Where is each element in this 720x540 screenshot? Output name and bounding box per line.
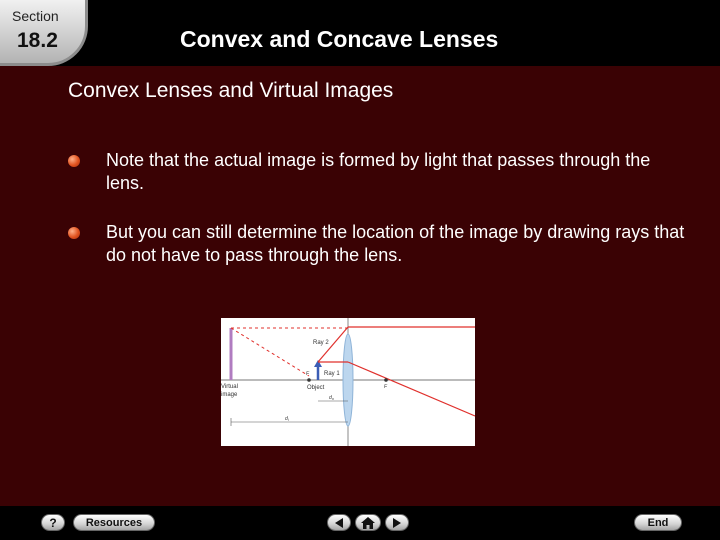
resources-button[interactable]: Resources bbox=[73, 514, 155, 531]
next-button[interactable] bbox=[385, 514, 409, 531]
section-number: 18.2 bbox=[17, 29, 58, 52]
label-ray2: Ray 2 bbox=[313, 340, 329, 346]
bullet-item bbox=[68, 221, 688, 267]
footer-nav bbox=[0, 506, 720, 540]
content-area bbox=[0, 66, 720, 506]
bullet-icon bbox=[68, 227, 80, 239]
right-arrow-icon bbox=[393, 518, 401, 528]
section-label: Section bbox=[12, 8, 59, 24]
label-ray1: Ray 1 bbox=[324, 371, 340, 377]
header-title: Convex and Concave Lenses bbox=[180, 26, 499, 52]
lens-ray-diagram bbox=[221, 318, 475, 446]
header bbox=[0, 0, 720, 66]
label-f-left: F bbox=[306, 371, 310, 377]
home-icon bbox=[361, 517, 375, 529]
bullet-text: Note that the actual image is formed by light that passes through the lens. bbox=[106, 150, 651, 193]
focal-point-left bbox=[307, 378, 311, 382]
bullet-icon bbox=[68, 155, 80, 167]
label-do: d bbox=[329, 395, 332, 401]
label-object: Object bbox=[307, 385, 325, 391]
left-arrow-icon bbox=[335, 518, 343, 528]
help-button[interactable]: ? bbox=[41, 514, 65, 531]
bullet-text: But you can still determine the location of the image by drawing rays that do not have to pass through the lens. bbox=[106, 222, 685, 265]
previous-button[interactable] bbox=[327, 514, 351, 531]
label-di: d bbox=[285, 416, 288, 422]
label-do-sub: o bbox=[332, 397, 334, 401]
focal-point-right bbox=[384, 378, 388, 382]
end-button[interactable]: End bbox=[634, 514, 682, 531]
home-button[interactable] bbox=[355, 514, 381, 531]
label-virtual: Virtual bbox=[221, 384, 238, 390]
bullet-item bbox=[68, 149, 688, 195]
convex-lens bbox=[343, 334, 353, 426]
label-di-sub: i bbox=[288, 418, 289, 422]
label-image: image bbox=[221, 392, 238, 398]
label-f-right: F bbox=[384, 384, 388, 390]
slide-heading: Convex Lenses and Virtual Images bbox=[68, 79, 394, 102]
